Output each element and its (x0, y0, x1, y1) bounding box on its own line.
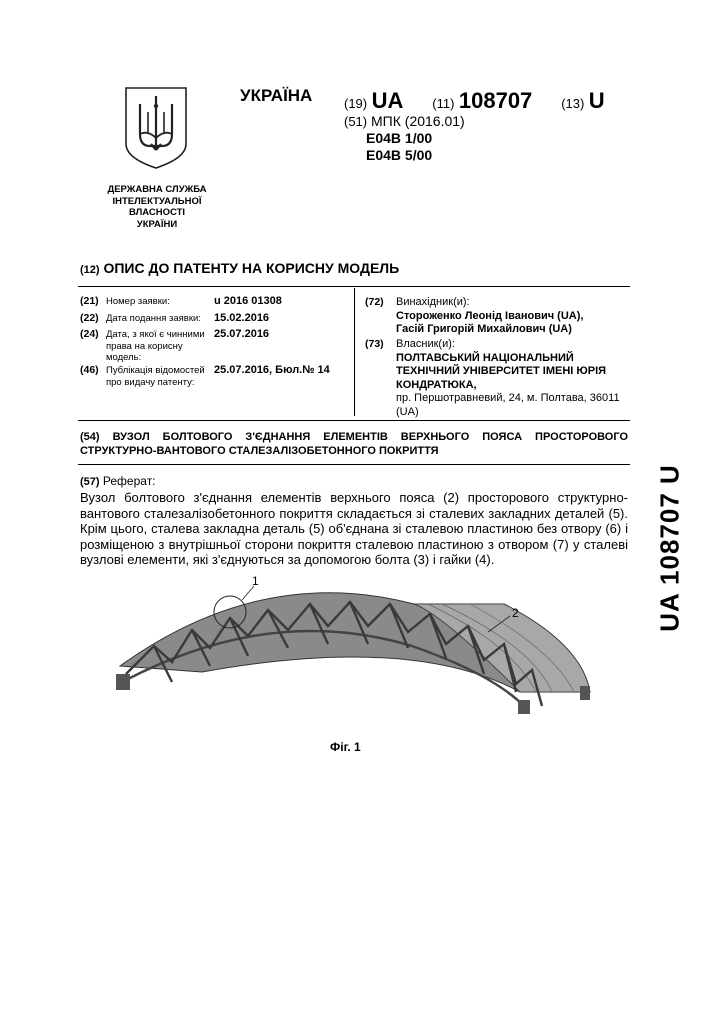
figure-caption: Фіг. 1 (330, 740, 361, 754)
owner-name: ПОЛТАВСЬКИЙ НАЦІОНАЛЬНИЙ (396, 351, 574, 364)
code-12: (12) (80, 264, 100, 276)
field-value: 25.07.2016, Бюл.№ 14 (214, 364, 330, 376)
document-title-text: ОПИС ДО ПАТЕНТУ НА КОРИСНУ МОДЕЛЬ (103, 260, 400, 276)
side-label (650, 464, 690, 632)
agency-name (96, 184, 218, 230)
field-value: 25.07.2016 (214, 328, 270, 340)
agency-line: УКРАЇНИ (136, 218, 178, 230)
code-57: (57) (80, 476, 100, 488)
agency-line: ДЕРЖАВНА СЛУЖБА (107, 184, 207, 195)
ipc-block (344, 113, 465, 164)
code-51: (51) (344, 114, 368, 129)
abstract-text: Вузол болтового з'єднання елементів верхнього пояса (2) просторового структурно-вантового сталезалізобетонного покриття складається зі сталевих закладних деталей (5). Крім цього, сталева закладна деталь (5) об'єднана зі сталевою пластиною без отвору (6) і розміщеною з внутрішньої сторони покриття сталевою пластиною з отвором (7) у сталеві вузлові елементи, які з'єднуються за допомогою болта (3) і гайки (4). (80, 490, 628, 567)
field-label: Дата, з якої є чинними права на корисну модель: (106, 329, 205, 363)
owner-name: КОНДРАТЮКА, (396, 378, 477, 391)
model-title (80, 430, 628, 458)
side-label-text: UA 108707 U (654, 464, 685, 632)
patent-number: 108707 (458, 88, 533, 113)
field-value: u 2016 01308 (214, 295, 282, 307)
callout-2: 2 (512, 606, 519, 620)
divider (78, 286, 630, 287)
field-label: Дата подання заявки: (106, 313, 201, 324)
code-73: (73) (365, 338, 384, 350)
code-11: (11) (432, 96, 455, 111)
inventors-block (396, 296, 632, 337)
bib-row-46 (80, 365, 424, 389)
kind-code: U (588, 88, 605, 113)
inventor-name: Стороженко Леонід Іванович (UA), (396, 309, 584, 322)
ipc-label: МПК (2016.01) (371, 113, 465, 129)
agency-line: ІНТЕЛЕКТУАЛЬНОЇ (112, 195, 202, 207)
country-name: УКРАЇНА (240, 86, 313, 105)
field-value: 15.02.2016 (214, 312, 270, 324)
owner-block (396, 338, 632, 419)
figure-drawing (112, 574, 592, 740)
owner-label: Власник(и): (396, 338, 455, 350)
field-code: (46) (80, 364, 99, 376)
office-code: UA (371, 88, 404, 113)
ipc-class: E04B 1/00 (366, 130, 433, 146)
field-code: (22) (80, 312, 99, 324)
owner-name: ТЕХНІЧНИЙ УНІВЕРСИТЕТ ІМЕНІ ЮРІЯ (396, 365, 607, 377)
agency-line: ВЛАСНОСТІ (128, 207, 186, 218)
owner-address: пр. Першотравневий, 24, м. Полтава, 36011 (UA) (396, 392, 620, 418)
ipc-class: E04B 5/00 (366, 147, 433, 163)
callout-1: 1 (252, 574, 259, 588)
inventors-label: Винахідник(и): (396, 296, 470, 308)
field-code: (24) (80, 328, 99, 340)
code-19: (19) (344, 96, 368, 111)
document-title (80, 260, 399, 276)
code-54: (54) (80, 431, 100, 443)
field-label: Номер заявки: (106, 296, 170, 307)
field-label: Публікація відомостей про видачу патенту: (106, 365, 205, 388)
divider (78, 464, 630, 465)
model-title-text: ВУЗОЛ БОЛТОВОГО З'ЄДНАННЯ ЕЛЕМЕНТІВ ВЕРХНЬОГО ПОЯСА ПРОСТОРОВОГО СТРУКТУРНО-ВАНТОВОГО СТАЛЕЗАЛІЗОБЕТОННОГО ПОКРИТТЯ (80, 431, 629, 457)
field-code: (21) (80, 295, 99, 307)
divider (78, 420, 630, 421)
patent-codes (344, 88, 605, 114)
abstract-heading (80, 474, 156, 488)
coat-of-arms-icon (124, 86, 188, 170)
bib-row-22 (80, 313, 424, 327)
inventor-name: Гасій Григорій Михайлович (UA) (396, 323, 572, 335)
code-72: (72) (365, 296, 384, 308)
abstract-heading-text: Реферат: (102, 474, 156, 488)
code-13: (13) (561, 96, 585, 111)
